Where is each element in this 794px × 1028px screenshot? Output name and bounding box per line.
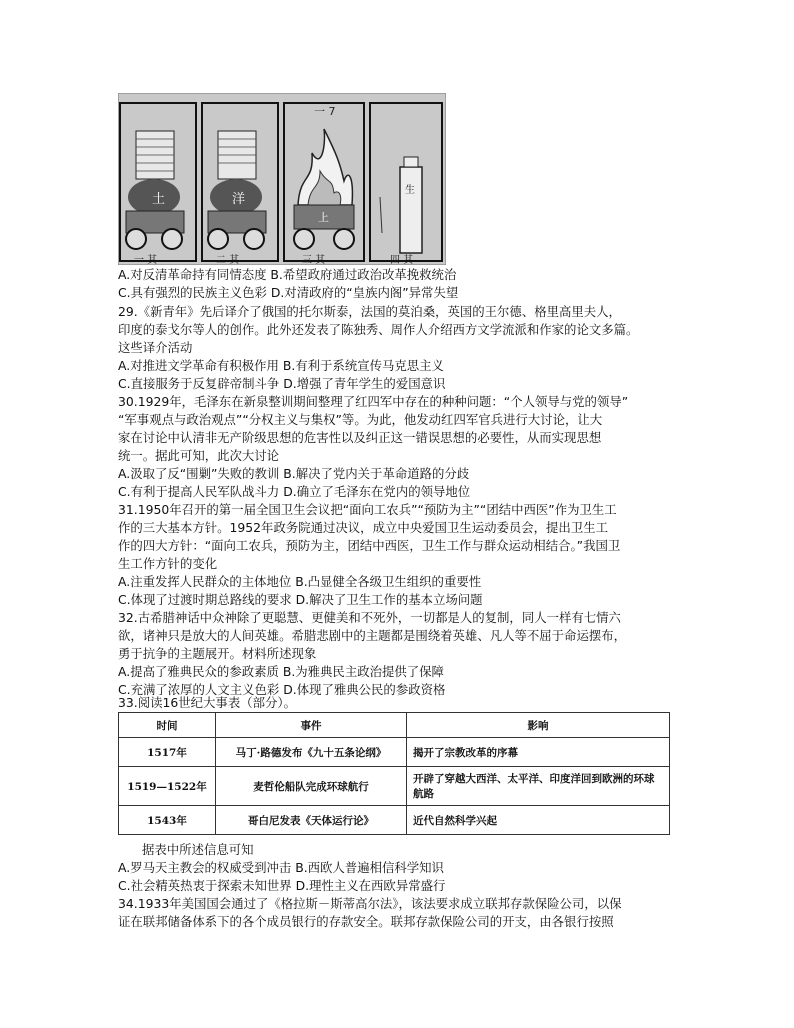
sixteenth-century-events-table: [118, 712, 670, 835]
svg-text:土: 土: [152, 192, 166, 207]
q31-stem-line-3: 作的四大方针：“面向工农兵，预防为主，团结中西医，卫生工作与群众运动相结合。”我国卫: [118, 538, 621, 553]
table-row: [119, 738, 670, 767]
svg-text:生: 生: [405, 185, 415, 196]
q33-option-ab: A.罗马天主教会的权威受到冲击 B.西欧人普遍相信科学知识: [118, 860, 444, 875]
q31-stem-line-1: 31.1950年召开的第一届全国卫生会议把“面向工农兵”“预防为主”“团结中西医”作为卫生工: [118, 502, 617, 517]
q31-option-cd: C.体现了过渡时期总路线的要求 D.解决了卫生工作的基本立场问题: [118, 592, 483, 607]
svg-text:上: 上: [318, 211, 329, 224]
table-header-impact: 影响: [407, 713, 670, 738]
q32-option-ab: A.提高了雅典民众的参政素质 B.为雅典民主政治提供了保障: [118, 664, 444, 679]
historical-cartoon-image: [118, 93, 446, 265]
panel-caption-1: 一 其: [134, 255, 158, 265]
table-cell-event: 哥白尼发表《天体运行论》: [216, 806, 407, 835]
table-header-time: 时间: [119, 713, 216, 738]
q29-stem-line-3: 这些译介活动: [118, 340, 193, 355]
q30-stem-line-2: “军事观点与政治观点”“分权主义与集权”等。为此，他发动红四军官兵进行大讨论，让大: [118, 412, 603, 427]
table-row: [119, 767, 670, 806]
q33-option-cd: C.社会精英热衷于探索未知世界 D.理性主义在西欧异常盛行: [118, 878, 446, 893]
table-cell-time: 1519—1522年: [119, 767, 216, 806]
table-header-event: 事件: [216, 713, 407, 738]
table-cell-time: 1517年: [119, 738, 216, 767]
q31-stem-line-4: 生工作方针的变化: [118, 556, 218, 571]
table-cell-event: 马丁·路德发布《九十五条论纲》: [216, 738, 407, 767]
q34-stem-line-1: 34.1933年美国国会通过了《格拉斯－斯蒂高尔法》，该法要求成立联邦存款保险公司，以保: [118, 896, 622, 911]
panel-caption-2: 二 其: [216, 255, 240, 265]
q29-stem-line-2: 印度的泰戈尔等人的创作。此外还发表了陈独秀、周作人介绍西方文学流派和作家的论文多篇。: [118, 322, 639, 337]
panel-caption-4: 四 其: [390, 255, 414, 265]
q32-stem-line-1: 32.古希腊神话中众神除了更聪慧、更健美和不死外，一切都是人的复制，同人一样有七情六: [118, 610, 621, 625]
q32-stem-line-2: 欲，诸神只是放大的人间英雄。希腊悲剧中的主题都是围绕着英雄、凡人等不屈于命运摆布，: [118, 628, 627, 643]
q28-option-ab: A.对反清革命持有同情态度 B.希望政府通过政治改革挽救统治: [118, 267, 457, 282]
panel-caption-3: 三 其: [302, 255, 326, 265]
q30-stem-line-3: 家在讨论中认清非无产阶级思想的危害性以及纠正这一错误思想的必要性，从而实现思想: [118, 430, 602, 445]
q30-stem-line-4: 统一。据此可知，此次大讨论: [118, 448, 280, 463]
table-cell-impact: 开辟了穿越大西洋、太平洋、印度洋回到欧洲的环球航路: [407, 767, 670, 806]
q34-stem-line-2: 证在联邦储备体系下的各个成员银行的存款安全。联邦存款保险公司的开支，由各银行按照: [118, 914, 614, 929]
table-cell-time: 1543年: [119, 806, 216, 835]
q31-stem-line-2: 作的三大基本方针。1952年政务院通过决议，成立中央爱国卫生运动委员会，提出卫生工: [118, 520, 608, 535]
q29-stem-line-1: 29.《新青年》先后译介了俄国的托尔斯泰，法国的莫泊桑，英国的王尔德、格里高里夫人，: [118, 304, 621, 319]
q33-stem: 据表中所述信息可知: [142, 842, 254, 857]
q28-option-cd: C.具有强烈的民族主义色彩 D.对清政府的“皇族内阁”异常失望: [118, 285, 459, 300]
q30-option-ab: A.汲取了反“围剿”失败的教训 B.解决了党内关于革命道路的分歧: [118, 466, 470, 481]
q30-option-cd: C.有利于提高人民军队战斗力 D.确立了毛泽东在党内的领导地位: [118, 484, 471, 499]
q29-option-ab: A.对推进文学革命有积极作用 B.有利于系统宣传马克思主义: [118, 358, 444, 373]
cartoon-top-text: 一 7: [314, 105, 336, 118]
table-cell-impact: 近代自然科学兴起: [407, 806, 670, 835]
q32-option-cd: C.充满了浓厚的人文主义色彩 D.体现了雅典公民的参政资格: [118, 682, 446, 697]
q30-stem-line-1: 30.1929年，毛泽东在新泉整训期间整理了红四军中存在的种种问题：“个人领导与党的领导”: [118, 394, 629, 409]
q29-option-cd: C.直接服务于反复辟帝制斗争 D.增强了青年学生的爱国意识: [118, 376, 446, 391]
table-cell-impact: 揭开了宗教改革的序幕: [407, 738, 670, 767]
q33-intro: 33.阅读16世纪大事表（部分）。: [118, 695, 296, 710]
q31-option-ab: A.注重发挥人民群众的主体地位 B.凸显健全各级卫生组织的重要性: [118, 574, 482, 589]
table-cell-event: 麦哲伦船队完成环球航行: [216, 767, 407, 806]
q32-stem-line-3: 勇于抗争的主题展开。材料所述现象: [118, 646, 317, 661]
table-row: [119, 806, 670, 835]
svg-text:洋: 洋: [232, 192, 246, 207]
